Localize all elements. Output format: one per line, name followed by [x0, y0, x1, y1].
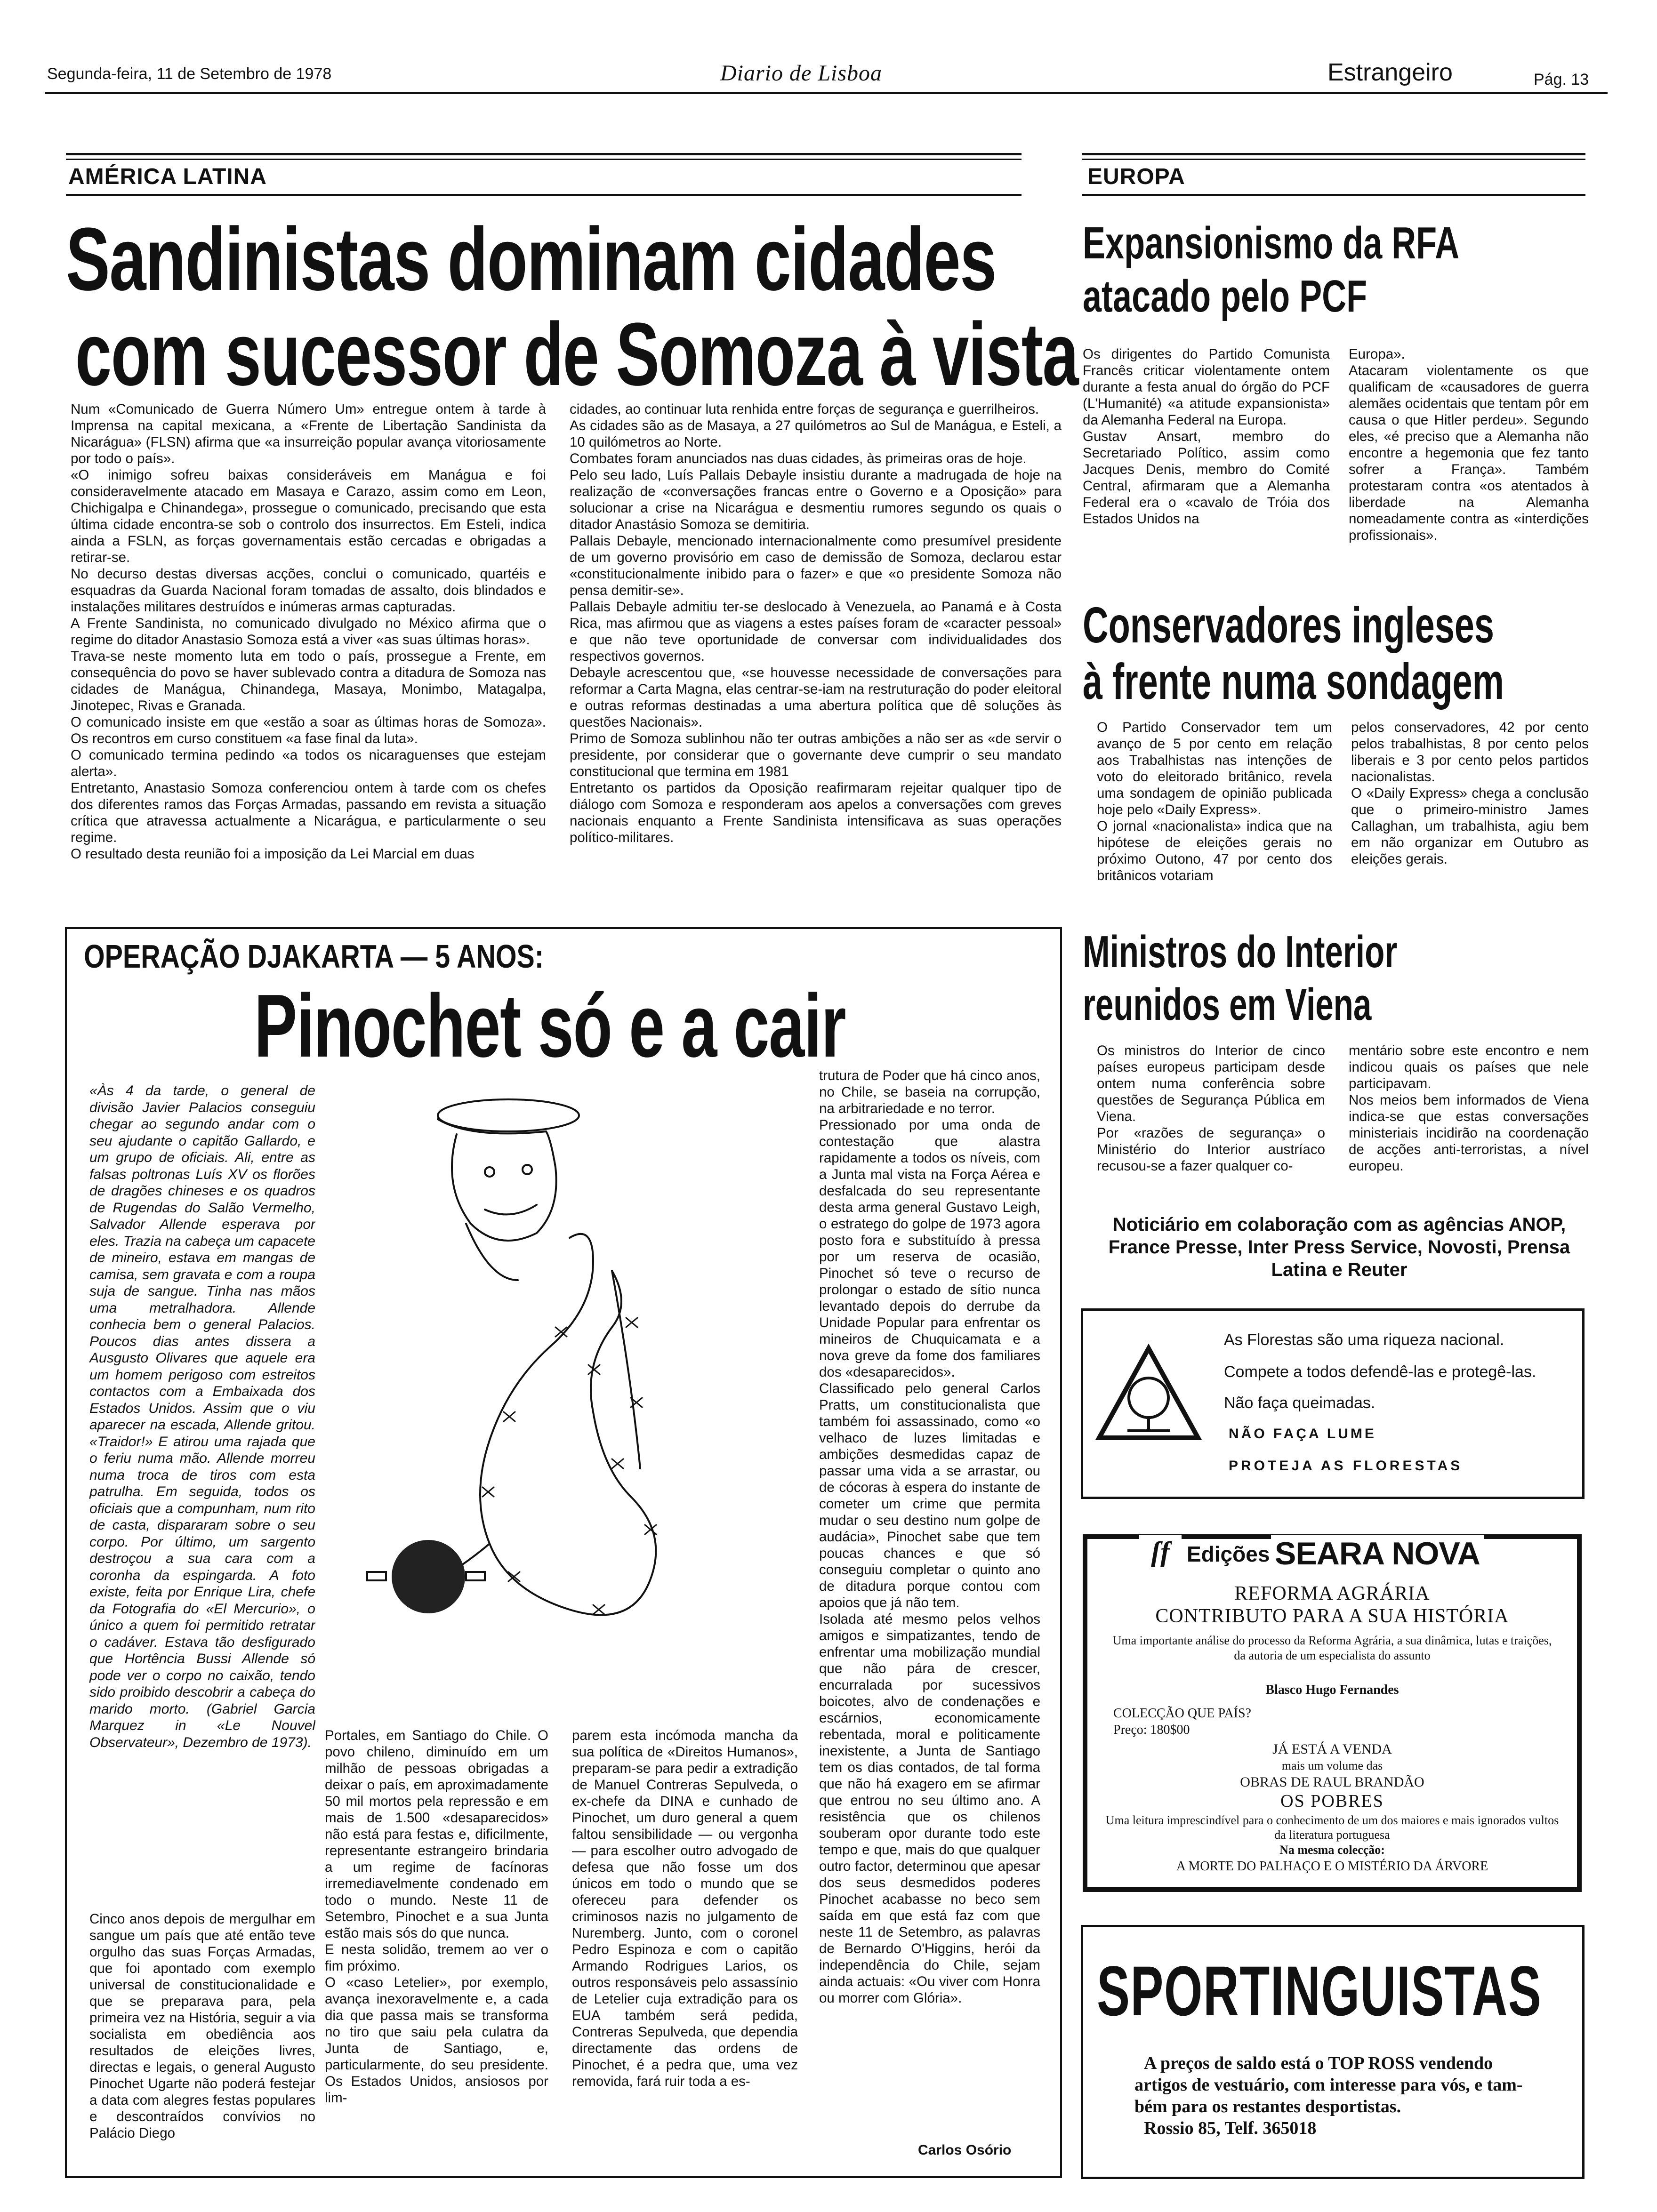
seara-logo-icon: ſf [1139, 1535, 1182, 1568]
ad-seara-bottom-rule [1083, 1887, 1582, 1892]
tree-icon [1094, 1344, 1203, 1447]
djakarta-italic-col: «Às 4 da tarde, o general de divisão Javier Palacios conseguiu chegar ao segundo andar com o seu ajudante o capitão Gallardo, e um grupo de oficiais. Ali, entre as falsas poltronas Luís XV os florões de dragões chineses e os quadros de Rugendas do Salão Vermelho, Salvador Allende esperava por eles. Trazia na cabeça um capacete de mineiro, estava em mangas de camisa, sem gravata e com a roupa suja de sangue. Tinha nas mãos uma metralhadora. Allende conhecia bem o general Palacios. Poucos dias antes dissera a Ausgusto Olivares que aquele era um homem perigoso com estreitos contactos com a Embaixada dos Estados Unidos. Assim que o viu aparecer na escada, Allende gritou. «Traidor!» E atirou uma rajada que o feriu numa mão. Allende morreu numa troca de tiros com esta patrulha. Em seguida, todos os oficiais que a compunham, num rito de casta, dispararam sobre o seu corpo. Por último, um sargento destroçou a sua cara com a coronha da espingarda. A foto existe, feita por Enrique Lira, chefe da Fotografia do «El Mercurio», o único a quem foi permitido retratar o cadáver. Estava tão desfigurado que Hortência Bussi Allende só pode ver o corpo no caixão, tendo sido proibido descobrir a cabeça do marido morto. (Gabriel Garcia Marquez in «Le Nouvel Observateur», Dezembro de 1973). [89, 1083, 315, 1750]
djakarta-byline: Carlos Osório [918, 2142, 1012, 2158]
rfa-headline-1: Expansionismo da RFA [1083, 218, 1460, 268]
seara-brand: SEARA NOVA [1271, 1535, 1484, 1572]
seara-works: OBRAS DE RAUL BRANDÃO [1240, 1774, 1424, 1790]
sporting-line-1: A preços de saldo está o TOP ROSS vendendo [1144, 2053, 1493, 2073]
sporting-line-3: bém para os restantes desportistas. [1134, 2097, 1401, 2116]
seara-more: mais um volume das [1281, 1759, 1383, 1772]
djakarta-kicker: OPERAÇÃO DJAKARTA — 5 ANOS: [84, 938, 544, 975]
masthead-paper-name: Diario de Lisboa [720, 61, 883, 86]
rfa-col-1: Os dirigentes do Partido Comunista Francês criticar violentamente ontem durante a festa anual do órgão do PCF (L'Humanité) «a atitude expansionista» da Alemanha Federal na Europa. Gustav Ansart, membro do Secretariado Político, assim como Jacques Denis, membro do Comité Central, afirmaram que a Alemanha Federal era o «cavalo de Tróia dos Estados Unidos na [1083, 346, 1330, 527]
masthead-section: Estrangeiro [1327, 59, 1453, 86]
america-latina-rule-bottom [66, 194, 1022, 196]
america-latina-col-2: cidades, ao continuar luta renhida entre forças de segurança e guerrilheiros. As cidades são as de Masaya, a 27 quilómetros ao Sul de Manágua, e Esteli, a 10 quilómetros ao Norte. Combates foram anunciados nas duas cidades, às primeiras oras de hoje. Pelo seu lado, Luís Pallais Debayle insistiu durante a madrugada de hoje na realização de «conversações francas entre o Governo e a Oposição» para solucionar a crise na Nicarágua e desmentiu rumores segundo os quais o ditador Anastásio Somoza se demitiria. Pallais Debayle, mencionado internacionalmente como presumível presidente de um governo provisório em caso de demissão de Somoza, declarou estar «constitucionalmente inibido para o fazer» e que «o presidente Somoza não pensa demitir-se». Pallais Debayle admitiu ter-se deslocado à Venezuela, ao Panamá e à Costa Rica, mas afirmou que as viagens a estes países foram de «caracter pessoal» e que não teve oportunidade de conversar com individualidades dos respectivos governos. Debayle acrescentou que, «se houvesse necessidade de conversações para reformar a Carta Magna, elas centrar-se-iam na restruturação do poder eleitoral e outras reformas destinadas a uma abertura política que dê soluções às questões Nacionais». Primo de Somoza sublinhou não ter outras ambições a não ser as «de servir o presidente, por considerar que o governante deve cumprir o seu mandato constitucional que termina em 1981 Entretanto os partidos da Oposição reafirmaram rejeitar qualquer tipo de diálogo com Somoza e responderam aos apelos a conversações com greves nacionais enquanto a Frente Sandinista intensificava as suas operações político-militares. [570, 401, 1062, 845]
florestas-line-3: Não faça queimadas. [1224, 1394, 1375, 1412]
seara-author: Blasco Hugo Fernandes [1265, 1683, 1399, 1697]
sporting-line-4: Rossio 85, Telf. 365018 [1144, 2118, 1317, 2138]
noticiario-agencias: Noticiário em colaboração com as agências ANOP, France Presse, Inter Press Service, Novosti, Prensa Latina e Reuter [1108, 1214, 1570, 1280]
conservadores-headline-1: Conservadores ingleses [1083, 596, 1494, 653]
conservadores-col-2: pelos conservadores, 42 por cento pelos trabalhistas, 8 por cento pelos liberais e 3 por cento pelos partidos nacionalistas. O «Daily Express» chega a conclusão que o primeiro-ministro James Callaghan, um trabalhista, agiu bem em não organizar em Outubro as eleições gerais. [1351, 720, 1589, 867]
seara-title-2: CONTRIBUTO PARA A SUA HISTÓRIA [1155, 1605, 1509, 1627]
america-latina-rule-thin [66, 159, 1022, 160]
masthead-rule [45, 92, 1608, 94]
masthead-page: Pág. 13 [1534, 71, 1589, 88]
seara-collection: COLECÇÃO QUE PAÍS? [1113, 1706, 1251, 1721]
pinochet-illustration [348, 1082, 791, 1713]
florestas-line-2: Compete a todos defendê-las e protegê-las. [1224, 1363, 1536, 1381]
sporting-title: SPORTINGUISTAS [1097, 1951, 1542, 2030]
florestas-slogan-2: PROTEJA AS FLORESTAS [1229, 1458, 1463, 1474]
seara-same-collection: Na mesma colecção: [1279, 1843, 1385, 1857]
florestas-slogan-1: NÃO FAÇA LUME [1229, 1426, 1376, 1442]
america-latina-headline-2: com sucessor de Somoza à vista [75, 305, 1078, 404]
ministros-col-1: Os ministros do Interior de cinco países europeus participam desde ontem numa conferência sobre questões de Segurança Pública em Viena. Por «razões de segurança» o Ministério do Interior austríaco recusou-se a fazer qualquer co- [1097, 1043, 1325, 1174]
seara-available: JÁ ESTÁ A VENDA [1272, 1741, 1392, 1757]
cap-icon [438, 1099, 579, 1131]
europa-rule-bottom [1082, 194, 1585, 196]
florestas-line-1: As Florestas são uma riqueza nacional. [1224, 1331, 1504, 1349]
djakarta-headline: Pinochet só e a cair [254, 976, 846, 1076]
america-latina-label: AMÉRICA LATINA [68, 164, 267, 189]
america-latina-rule [66, 153, 1022, 155]
seara-reading: Uma leitura imprescindível para o conhecimento de um dos maiores e mais ignorados vultos da literatura portuguesa [1105, 1813, 1559, 1842]
djakarta-col-2: Portales, em Santiago do Chile. O povo chileno, diminuído em um milhão de pessoas obrigadas a deixar o país, em aproximadamente 50 mil mortos pela repressão e em mais de 1.500 «desaparecidos» não está para festas e, dificilmente, representante estrangeiro brindaria a um regime de facínoras irremediavelmente condenado em todo o mundo. Neste 11 de Setembro, Pinochet e a sua Junta estão mais sós do que nunca. E nesta solidão, tremem ao ver o fim próximo. O «caso Letelier», por exemplo, avança inexoravelmente e, a cada dia que passa mais se transforma no tiro que saiu pela culatra da Junta de Santiago, e, particularmente, do seu presidente. Os Estados Unidos, ansiosos por lim- [325, 1728, 548, 2106]
ministros-col-2: mentário sobre este encontro e nem indicou quais os países que nele participavam. Nos meios bem informados de Viena indica-se que estas conversações ministeriais incidirão na coordenação de acções anti-terroristas, a nível europeu. [1349, 1043, 1589, 1174]
conservadores-col-1: O Partido Conservador tem um avanço de 5 por cento em relação aos Trabalhistas nas intenções de voto do eleitorado britânico, revela uma sondagem de opinião publicada hoje pelo «Daily Express». O jornal «nacionalista» indica que na hipótese de eleições gerais no próximo Outono, 47 por cento dos britânicos votariam [1097, 720, 1332, 883]
rfa-col-2: Europa». Atacaram violentamente os que qualificam de «causadores de guerra alemães ocidentais que tentam pôr em causa o que Hitler perdeu». Segundo eles, «é preciso que a Alemanha não encontre a hegemonia que fez tanto sofrer a França». Também protestaram contra «os atentados à liberdade na Alemanha nomeadamente contra as «interdições profissionais». [1349, 346, 1589, 543]
sporting-line-2: artigos de vestuário, com interesse para vós, e tam- [1134, 2075, 1523, 2095]
seara-title-1: REFORMA AGRÁRIA [1234, 1583, 1430, 1604]
america-latina-col-1: Num «Comunicado de Guerra Número Um» entregue ontem à tarde à Imprensa na capital mexicana, a «Frente de Libertação Sandinista da Nicarágua» (FLSN) afirma que «a insurreição popular avança vitoriosamente por todo o país». «O inimigo sofreu baixas consideráveis em Manágua e foi consideravelmente atacado em Masaya e Carazo, assim como em Leon, Chichigalpa e Chinandega», prossegue o comunicado, precisando que esta última cidade encontra-se sob o controlo dos insurrectos. Em Esteli, indica ainda a FSLN, as forças governamentais estão cercadas e obrigadas a retirar-se. No decurso destas diversas acções, conclui o comunicado, quartéis e esquadras da Guarda Nacional foram tomadas de assalto, dois blindados e instalações militares destruídos e inúmeras armas capturadas. A Frente Sandinista, no comunicado divulgado no México afirma que o regime do ditador Anastasio Somoza está a viver «as suas últimas horas». Trava-se neste momento luta em todo o país, prossegue a Frente, em consequência do povo se haver sublevado contra a ditadura de Somoza nas cidades de Manágua, Chinandega, Masaya, Monimbo, Matagalpa, Jinotepec, Rivas e Granada. O comunicado insiste em que «estão a soar as últimas horas de Somoza». Os recontros em curso constituem «a fase final da luta». O comunicado termina pedindo «a todos os nicaraguenses que estejam alerta». Entretanto, Anastasio Somoza conferenciou ontem à tarde com os chefes dos diferentes ramos das Forças Armadas, passando em revista a situação crítica que atravessa actualmente a Nicarágua, e particularmente o seu regime. O resultado desta reunião foi a imposição da Lei Marcial em duas [71, 401, 546, 862]
ministros-headline-2: reunidos em Viena [1083, 979, 1372, 1030]
djakarta-col-3: parem esta incómoda mancha da sua política de «Direitos Humanos», preparam-se para pedir a extradição de Manuel Contreras Sepulveda, o ex-chefe da DINA e cunhado de Pinochet, um duro general a quem faltou sensibilidade — ou vergonha — para escolher outro advogado de defesa que não fosse um dos únicos em todo o mundo que se ofereceu para defender os criminosos nazis no julgamento de Nuremberg. Junto, com o coronel Pedro Espinoza e com o capitão Armando Rodrigues Larios, os outros responsáveis pelo assassínio de Letelier cuja extradição para os EUA também será pedida, Contreras Sepulveda, que dependia directamente das ordens de Pinochet, é a pedra que, uma vez removida, fará ruir toda a es- [572, 1728, 798, 2089]
face-icon [452, 1131, 556, 1241]
seara-price: Preço: 180$00 [1113, 1723, 1190, 1737]
europa-label: EUROPA [1087, 164, 1185, 189]
bomb-icon [367, 1540, 485, 1613]
seara-desc: Uma importante análise do processo da Reforma Agrária, a sua dinâmica, lutas e traições, da autoria de um especialista do assunto [1112, 1634, 1552, 1662]
europa-rule-thin [1082, 159, 1585, 160]
djakarta-col-1b: Cinco anos depois de mergulhar em sangue um país que até então teve orgulho das suas Forças Armadas, que foi apontado com exemplo universal de constitucionalidade e que se preparava para, pela primeira vez na História, seguir a via socialista em obediência aos resultados de eleições livres, directas e legais, o general Augusto Pinochet Ugarte não poderá festejar a data com alegres festas populares e descontraídos convívios no Palácio Diego [89, 1911, 315, 2141]
rfa-headline-2: atacado pelo PCF [1083, 271, 1367, 321]
seara-other: A MORTE DO PALHAÇO E O MISTÉRIO DA ÁRVORE [1176, 1859, 1488, 1874]
masthead-date: Segunda-feira, 11 de Setembro de 1978 [47, 65, 332, 83]
america-latina-headline-1: Sandinistas dominam cidades [66, 209, 996, 309]
barbed-wire-icon [480, 1234, 656, 1615]
djakarta-col-4: trutura de Poder que há cinco anos, no Chile, se baseia na corrupção, na arbitrariedade e no terror. Pressionado por uma onda de contestação que alastra rapidamente a todos os níveis, com a Junta mal vista na Força Aérea e desfalcada do seu representante desta arma general Gustavo Leigh, o estratego do golpe de 1973 agora posto fora e substituído à pressa por um reserva de ocasião, Pinochet só teve o recurso de prolongar o estado de sítio nunca levantado depois do derrube da Unidade Popular para enfrentar os mineiros de Chuquicamata e a nova greve da fome dos familiares dos «desaparecidos». Classificado pelo general Carlos Pratts, um constitucionalista que também foi assassinado, como «o velhaco de luzes limitadas e ambições desmedidas capaz de passar uma vida a se arrastar, ou de cócoras à espera do instante de cometer um crime que permita mudar o seu destino num golpe de audácia», Pinochet sabe que tem poucas chances e que só conseguiu completar o quinto ano de ditadura porque contou com apoios que já não tem. Isolada até mesmo pelos velhos amigos e simpatizantes, tendo de enfrentar uma mobilização mundial que não pára de crescer, encurralada por sucessivos boicotes, alvo de condenações e escárnios, economicamente rebentada, moral e politicamente inexistente, a Junta de Santiago tem os dias contados, de tal forma que não há exagero em se afirmar que entrou no seu último ano. A resistência que os chilenos souberam opor durante todo este tempo e que, mais do que qualquer outro factor, determinou que apesar dos seus desmedidos poderes Pinochet acabasse no beco sem saída em que está faz com que neste 11 de Setembro, as palavras de Bernardo O'Higgins, herói da independência do Chile, sejam ainda actuais: «Ou viver com Honra ou morrer com Glória». [819, 1068, 1040, 2006]
seara-book: OS POBRES [1280, 1791, 1384, 1811]
europa-rule [1082, 153, 1585, 155]
ministros-headline-1: Ministros do Interior [1083, 927, 1398, 977]
seara-brand-prefix: Edições [1184, 1541, 1272, 1567]
conservadores-headline-2: à frente numa sondagem [1083, 653, 1504, 710]
